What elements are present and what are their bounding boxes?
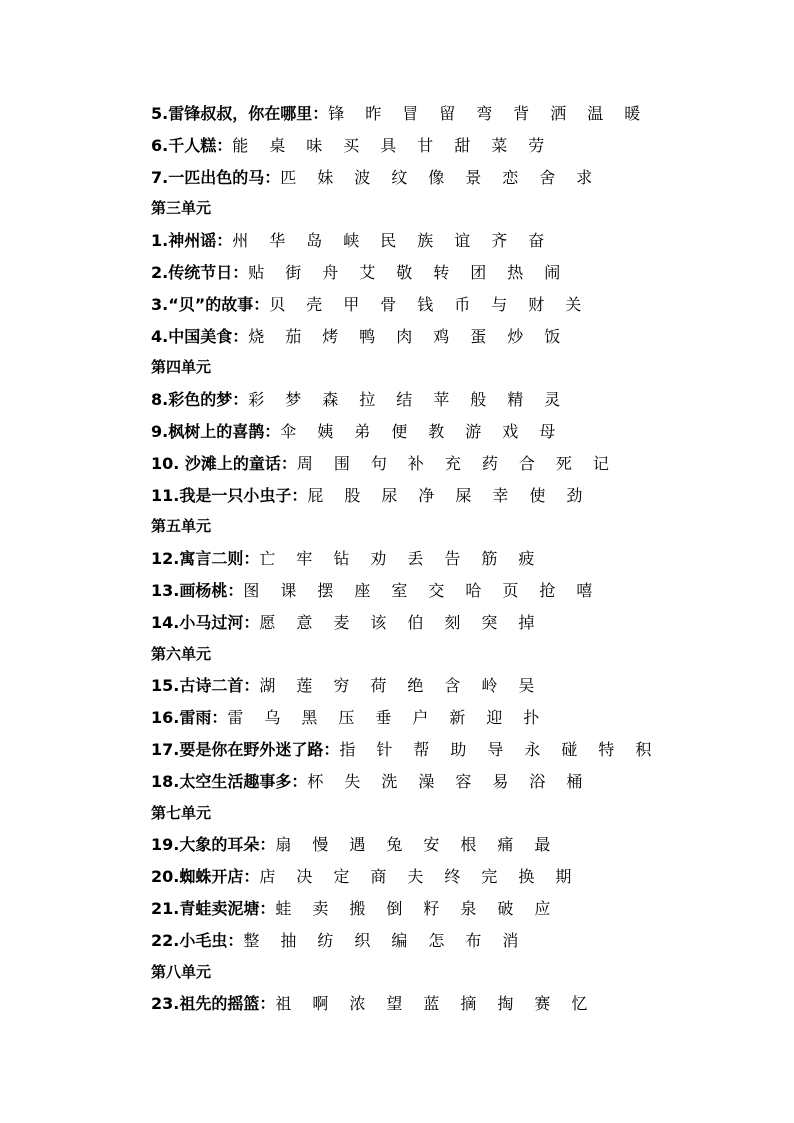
vocab-character: 净 [418, 485, 435, 505]
vocab-character: 鸭 [359, 326, 376, 346]
vocab-character: 应 [534, 898, 551, 918]
lesson-row [151, 289, 771, 321]
vocab-character: 澡 [418, 771, 435, 791]
vocab-character: 掉 [518, 612, 535, 632]
character-list [280, 168, 613, 187]
vocab-character: 苹 [433, 390, 450, 410]
vocab-character: 温 [587, 104, 604, 123]
character-list [232, 231, 565, 250]
lesson-row [151, 766, 771, 798]
vocab-character: 充 [444, 453, 461, 473]
character-list [259, 549, 555, 568]
vocab-character: 热 [507, 262, 524, 282]
vocab-character: 消 [502, 930, 519, 950]
vocab-character: 刻 [444, 612, 461, 632]
lesson-row [151, 607, 771, 639]
vocab-character: 饭 [544, 326, 561, 346]
vocab-character: 终 [444, 867, 461, 887]
vocab-character: 扑 [523, 708, 540, 728]
vocab-character: 筋 [481, 549, 498, 569]
vocab-character: 族 [417, 231, 434, 251]
vocab-character: 记 [592, 453, 609, 473]
vocab-character: 烧 [248, 326, 265, 346]
character-list [232, 136, 565, 155]
vocab-character: 浴 [529, 771, 546, 791]
vocab-character: 关 [565, 294, 582, 314]
vocab-character: 周 [296, 453, 313, 473]
lesson-row [151, 321, 771, 353]
vocab-character: 舟 [322, 262, 339, 282]
vocab-character: 最 [534, 835, 551, 855]
vocab-character: 幸 [492, 485, 509, 505]
vocab-character: 突 [481, 612, 498, 632]
character-list [307, 772, 603, 791]
vocab-character: 精 [507, 390, 524, 410]
unit-title: 第五单元 [151, 517, 212, 536]
vocab-character: 甲 [343, 294, 360, 314]
vocab-character: 纹 [391, 167, 408, 187]
vocab-character: 交 [428, 580, 445, 600]
vocab-character: 合 [518, 453, 535, 473]
lesson-row [151, 130, 771, 162]
vocab-character: 纺 [317, 930, 334, 950]
vocab-character: 弯 [476, 104, 493, 123]
lesson-title: 10. 沙滩上的童话： [151, 453, 297, 473]
vocab-character: 祖 [275, 994, 292, 1014]
lesson-row [151, 925, 771, 957]
character-list [248, 390, 581, 409]
vocab-character: 甜 [454, 135, 471, 155]
vocab-character: 编 [391, 930, 408, 950]
vocab-character: 波 [354, 167, 371, 187]
lesson-row [151, 702, 771, 734]
unit-header [151, 639, 771, 671]
vocab-character: 怎 [428, 930, 445, 950]
vocab-character: 团 [470, 262, 487, 282]
vocab-character: 具 [380, 135, 397, 155]
character-list [297, 454, 630, 473]
vocab-character: 完 [481, 867, 498, 887]
vocab-character: 积 [635, 739, 652, 759]
character-list [280, 422, 576, 441]
vocab-character: 啊 [312, 994, 329, 1014]
vocab-character: 闹 [544, 262, 561, 282]
vocab-character: 壳 [306, 294, 323, 314]
vocab-character: 华 [269, 231, 286, 251]
unit-title: 第四单元 [151, 358, 212, 377]
vocab-character: 街 [285, 262, 302, 282]
lesson-title: 6.千人糕： [151, 135, 233, 155]
vocab-character: 失 [344, 771, 361, 791]
vocab-character: 抢 [539, 580, 556, 600]
vocab-character: 麦 [333, 612, 350, 632]
vocab-character: 搬 [349, 898, 366, 918]
character-list [243, 931, 539, 950]
vocab-character: 骨 [380, 294, 397, 314]
vocab-character: 新 [449, 708, 466, 728]
character-list [328, 104, 661, 123]
vocab-character: 游 [465, 421, 482, 441]
vocab-character: 助 [450, 739, 467, 759]
vocab-character: 劳 [528, 135, 545, 155]
lesson-row [151, 543, 771, 575]
vocab-character: 痛 [497, 835, 514, 855]
lesson-row [151, 670, 771, 702]
vocab-character: 蓝 [423, 994, 440, 1014]
lesson-row [151, 829, 771, 861]
vocab-character: 针 [376, 739, 393, 759]
character-list [275, 994, 608, 1013]
vocab-character: 定 [333, 867, 350, 887]
vocab-character: 雷 [227, 708, 244, 728]
vocab-character: 洗 [381, 771, 398, 791]
vocab-character: 泉 [460, 898, 477, 918]
vocab-character: 劲 [566, 485, 583, 505]
vocab-character: 鸡 [433, 326, 450, 346]
lesson-title: 2.传统节日： [151, 262, 249, 282]
lesson-row [151, 384, 771, 416]
vocab-character: 破 [497, 898, 514, 918]
lesson-row [151, 575, 771, 607]
unit-title: 第七单元 [151, 803, 212, 822]
vocab-character: 匹 [280, 167, 297, 187]
vocab-character: 锋 [328, 104, 345, 123]
vocab-character: 菜 [491, 135, 508, 155]
lesson-title: 5.雷锋叔叔，你在哪里： [151, 104, 329, 123]
vocab-character: 屁 [307, 485, 324, 505]
vocab-character: 意 [296, 612, 313, 632]
vocab-character: 州 [232, 231, 249, 251]
vocab-character: 岭 [481, 676, 498, 696]
vocab-character: 冒 [402, 104, 419, 123]
vocab-character: 茄 [285, 326, 302, 346]
vocab-character: 图 [243, 580, 260, 600]
vocab-character: 像 [428, 167, 445, 187]
vocab-character: 穷 [333, 676, 350, 696]
lesson-title: 23.祖先的摇篮： [151, 994, 276, 1014]
vocab-character: 钱 [417, 294, 434, 314]
vocab-character: 拉 [359, 390, 376, 410]
vocab-character: 母 [539, 421, 556, 441]
unit-header [151, 798, 771, 830]
vocab-character: 贝 [269, 294, 286, 314]
vocab-character: 伞 [280, 421, 297, 441]
vocab-character: 森 [322, 390, 339, 410]
lesson-title: 21.青蛙卖泥塘： [151, 898, 276, 918]
vocab-character: 夫 [407, 867, 424, 887]
vocab-character: 伯 [407, 612, 424, 632]
vocab-character: 碰 [561, 739, 578, 759]
vocab-character: 股 [344, 485, 361, 505]
vocab-character: 岛 [306, 231, 323, 251]
character-list [259, 867, 592, 886]
vocab-character: 慢 [312, 835, 329, 855]
lesson-title: 9.枫树上的喜鹊： [151, 421, 281, 441]
vocab-character: 该 [370, 612, 387, 632]
vocab-character: 能 [232, 135, 249, 155]
vocab-character: 贴 [248, 262, 265, 282]
vocab-character: 戏 [502, 421, 519, 441]
vocab-character: 疲 [518, 549, 535, 569]
character-list [248, 327, 581, 346]
vocab-character: 导 [487, 739, 504, 759]
vocab-character: 补 [407, 453, 424, 473]
vocab-character: 敬 [396, 262, 413, 282]
vocab-character: 吴 [518, 676, 535, 696]
vocab-character: 结 [396, 390, 413, 410]
lesson-title: 7.一匹出色的马： [151, 167, 281, 187]
character-list [243, 581, 613, 600]
vocab-character: 币 [454, 294, 471, 314]
lesson-title: 13.画杨桃： [151, 580, 244, 600]
lesson-row [151, 162, 771, 194]
lesson-row [151, 448, 771, 480]
character-list [275, 899, 571, 918]
vocab-character: 店 [259, 867, 276, 887]
vocab-character: 艾 [359, 262, 376, 282]
character-list [259, 613, 555, 632]
lesson-row [151, 225, 771, 257]
vocab-character: 景 [465, 167, 482, 187]
vocab-character: 求 [576, 167, 593, 187]
vocab-character: 肉 [396, 326, 413, 346]
vocab-character: 洒 [550, 104, 567, 123]
vocab-character: 买 [343, 135, 360, 155]
vocab-character: 浓 [349, 994, 366, 1014]
vocab-character: 安 [423, 835, 440, 855]
vocab-character: 亡 [259, 549, 276, 569]
vocab-character: 般 [470, 390, 487, 410]
vocab-character: 桶 [566, 771, 583, 791]
vocab-character: 兔 [386, 835, 403, 855]
unit-header [151, 511, 771, 543]
vocab-character: 页 [502, 580, 519, 600]
vocab-character: 迎 [486, 708, 503, 728]
vocab-character: 织 [354, 930, 371, 950]
vocab-character: 黑 [301, 708, 318, 728]
vocab-character: 决 [296, 867, 313, 887]
vocab-character: 死 [555, 453, 572, 473]
lesson-row [151, 416, 771, 448]
vocab-character: 财 [528, 294, 545, 314]
vocab-character: 扇 [275, 835, 292, 855]
vocab-character: 杯 [307, 771, 324, 791]
vocab-character: 甘 [417, 135, 434, 155]
vocab-character: 蛋 [470, 326, 487, 346]
vocab-character: 丢 [407, 549, 424, 569]
vocab-character: 留 [439, 104, 456, 123]
lesson-row [151, 988, 771, 1020]
unit-header [151, 193, 771, 225]
lesson-title: 17.要是你在野外迷了路： [151, 739, 340, 759]
vocab-character: 容 [455, 771, 472, 791]
vocab-character: 含 [444, 676, 461, 696]
vocab-character: 易 [492, 771, 509, 791]
vocab-character: 舍 [539, 167, 556, 187]
vocab-character: 倒 [386, 898, 403, 918]
lesson-title: 4.中国美食： [151, 326, 249, 346]
unit-header [151, 957, 771, 989]
character-list [248, 263, 581, 282]
vocab-character: 钻 [333, 549, 350, 569]
unit-title: 第六单元 [151, 644, 212, 663]
vocab-character: 彩 [248, 390, 265, 410]
vocab-character: 嘻 [576, 580, 593, 600]
lesson-title: 20.蜘蛛开店： [151, 867, 260, 887]
character-list [259, 676, 555, 695]
vocab-character: 灵 [544, 390, 561, 410]
lesson-title: 22.小毛虫： [151, 930, 244, 950]
vocab-character: 蛙 [275, 898, 292, 918]
character-list [227, 708, 560, 727]
vocab-character: 弟 [354, 421, 371, 441]
lesson-title: 19.大象的耳朵： [151, 835, 276, 855]
lesson-row [151, 98, 771, 130]
vocab-character: 围 [333, 453, 350, 473]
vocab-character: 奋 [528, 231, 545, 251]
lesson-title: 15.古诗二首： [151, 676, 260, 696]
vocab-character: 劝 [370, 549, 387, 569]
vocabulary-list [151, 98, 771, 1020]
lesson-row [151, 257, 771, 289]
vocab-character: 教 [428, 421, 445, 441]
vocab-character: 暖 [624, 104, 641, 123]
vocab-character: 荷 [370, 676, 387, 696]
vocab-character: 味 [306, 135, 323, 155]
lesson-title: 11.我是一只小虫子： [151, 485, 308, 505]
vocab-character: 摘 [460, 994, 477, 1014]
vocab-character: 牢 [296, 549, 313, 569]
vocab-character: 尿 [381, 485, 398, 505]
lesson-title: 3.“贝”的故事： [151, 294, 270, 314]
vocab-character: 室 [391, 580, 408, 600]
vocab-character: 布 [465, 930, 482, 950]
vocab-character: 昨 [365, 104, 382, 123]
character-list [307, 486, 603, 505]
vocab-character: 梦 [285, 390, 302, 410]
lesson-title: 8.彩色的梦： [151, 390, 249, 410]
vocab-character: 桌 [269, 135, 286, 155]
vocab-character: 忆 [571, 994, 588, 1014]
vocab-character: 整 [243, 930, 260, 950]
vocab-character: 峡 [343, 231, 360, 251]
vocab-character: 户 [412, 708, 429, 728]
vocab-character: 换 [518, 867, 535, 887]
vocab-character: 哈 [465, 580, 482, 600]
vocab-character: 永 [524, 739, 541, 759]
vocab-character: 使 [529, 485, 546, 505]
vocab-character: 望 [386, 994, 403, 1014]
vocab-character: 湖 [259, 676, 276, 696]
character-list [275, 835, 571, 854]
vocab-character: 座 [354, 580, 371, 600]
vocab-character: 药 [481, 453, 498, 473]
lesson-title: 1.神州谣： [151, 231, 233, 251]
vocab-character: 卖 [312, 898, 329, 918]
unit-header [151, 352, 771, 384]
vocab-character: 背 [513, 104, 530, 123]
vocab-character: 课 [280, 580, 297, 600]
vocab-character: 莲 [296, 676, 313, 696]
vocab-character: 转 [433, 262, 450, 282]
vocab-character: 赛 [534, 994, 551, 1014]
vocab-character: 垂 [375, 708, 392, 728]
vocab-character: 姨 [317, 421, 334, 441]
lesson-row [151, 861, 771, 893]
vocab-character: 商 [370, 867, 387, 887]
vocab-character: 指 [339, 739, 356, 759]
lesson-title: 16.雷雨： [151, 708, 228, 728]
unit-title: 第三单元 [151, 199, 212, 218]
vocab-character: 句 [370, 453, 387, 473]
vocab-character: 烤 [322, 326, 339, 346]
vocab-character: 籽 [423, 898, 440, 918]
vocab-character: 特 [598, 739, 615, 759]
vocab-character: 乌 [264, 708, 281, 728]
lesson-title: 12.寓言二则： [151, 549, 260, 569]
vocab-character: 便 [391, 421, 408, 441]
vocab-character: 遇 [349, 835, 366, 855]
vocab-character: 压 [338, 708, 355, 728]
vocab-character: 掏 [497, 994, 514, 1014]
vocab-character: 摆 [317, 580, 334, 600]
vocab-character: 屎 [455, 485, 472, 505]
lesson-row [151, 893, 771, 925]
vocab-character: 妹 [317, 167, 334, 187]
vocab-character: 齐 [491, 231, 508, 251]
character-list [339, 740, 672, 759]
vocab-character: 告 [444, 549, 461, 569]
lesson-title: 18.太空生活趣事多： [151, 771, 308, 791]
vocab-character: 与 [491, 294, 508, 314]
vocab-character: 谊 [454, 231, 471, 251]
lesson-row [151, 734, 771, 766]
vocab-character: 绝 [407, 676, 424, 696]
vocab-character: 民 [380, 231, 397, 251]
vocab-character: 抽 [280, 930, 297, 950]
vocab-character: 期 [555, 867, 572, 887]
vocab-character: 炒 [507, 326, 524, 346]
vocab-character: 根 [460, 835, 477, 855]
character-list [269, 295, 602, 314]
unit-title: 第八单元 [151, 962, 212, 981]
vocab-character: 恋 [502, 167, 519, 187]
vocab-character: 帮 [413, 739, 430, 759]
vocab-character: 愿 [259, 612, 276, 632]
lesson-title: 14.小马过河： [151, 612, 260, 632]
lesson-row [151, 480, 771, 512]
